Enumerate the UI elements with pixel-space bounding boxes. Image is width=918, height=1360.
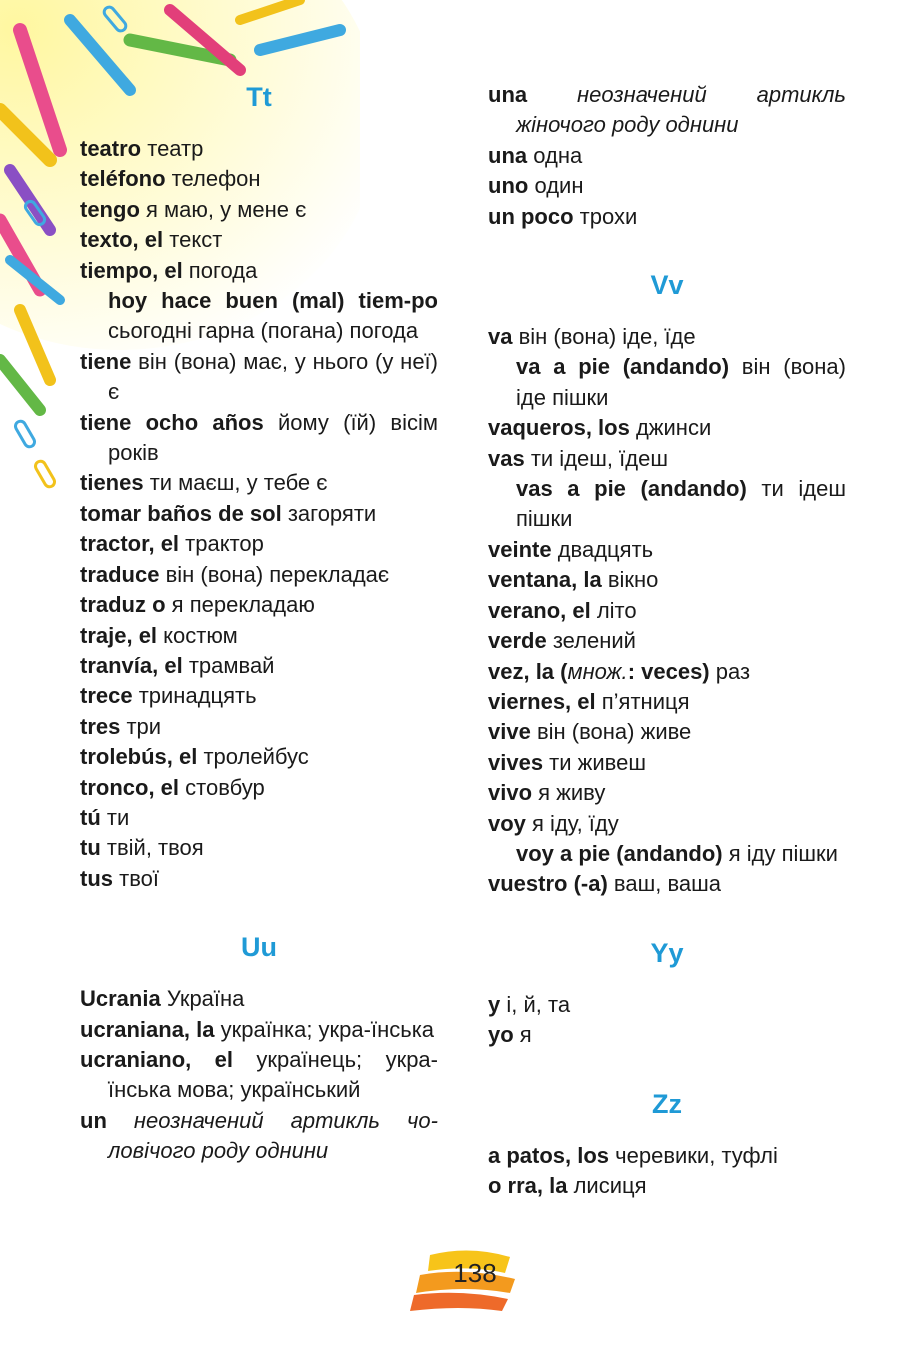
dictionary-entry [80, 590, 438, 620]
dictionary-entry [488, 1020, 846, 1050]
dictionary-entry [80, 1045, 438, 1106]
section-letter: Uu [241, 932, 277, 963]
headword: tomar baños de sol [80, 500, 282, 526]
dictionary-entry [80, 773, 438, 803]
dictionary-entry [488, 80, 846, 141]
sub-entry [488, 352, 846, 413]
translation: текст [163, 227, 223, 253]
dictionary-entry [80, 256, 438, 286]
dictionary-entry [488, 413, 846, 443]
translation: твої [113, 865, 159, 891]
dictionary-entry [488, 1171, 846, 1201]
dictionary-entry [488, 141, 846, 171]
headword: y [488, 991, 501, 1017]
headword: yo [488, 1022, 514, 1048]
headword: ucraniano, el [80, 1046, 233, 1072]
dictionary-entry [488, 717, 846, 747]
dictionary-entry [80, 651, 438, 681]
headword: uno [488, 173, 529, 199]
translation: ти [100, 804, 130, 830]
dictionary-entry [488, 596, 846, 626]
dictionary-entry [80, 681, 438, 711]
translation: я маю, у мене є [139, 196, 307, 222]
headword: vaqueros, los [488, 415, 630, 441]
dictionary-entry [488, 809, 846, 839]
section-letter: Yy [650, 937, 684, 968]
dictionary-entry [488, 535, 846, 565]
sub-entry [80, 286, 438, 347]
headword: o rra, la [488, 1172, 568, 1198]
dictionary-entry [488, 171, 846, 201]
dictionary-entry [488, 565, 846, 595]
headword: un [80, 1107, 107, 1133]
headword: veinte [488, 536, 552, 562]
translation: лисиця [567, 1172, 647, 1198]
dictionary-entry [80, 712, 438, 742]
dictionary-entry [488, 444, 846, 474]
headword: texto, el [80, 227, 164, 253]
dictionary-entry [488, 869, 846, 899]
dictionary-entry [80, 833, 438, 863]
example-phrase: va a pie (andando) [516, 354, 730, 380]
dictionary-entry [80, 468, 438, 498]
grammar-note: множ. [567, 658, 628, 684]
grammar-note: неозначений артикль чо-ловічого роду однини [106, 1107, 438, 1164]
headword: tiempo, el [80, 257, 183, 283]
translation: ти живеш [543, 749, 646, 775]
headword: tranvía, el [80, 652, 183, 678]
translation: українка; укра-їнська [214, 1016, 435, 1042]
dictionary-entry [80, 742, 438, 772]
translation: літо [590, 597, 637, 623]
translation: вікно [601, 567, 659, 593]
section-letter: Zz [652, 1088, 682, 1119]
headword: vives [488, 749, 544, 775]
translation: Україна [160, 986, 245, 1012]
translation: одна [527, 142, 583, 168]
translation: трактор [179, 531, 264, 557]
headword: trolebús, el [80, 744, 198, 770]
left-column [80, 80, 438, 1167]
headword: tengo [80, 196, 140, 222]
dictionary-entry [80, 864, 438, 894]
page-number: 138 [453, 1258, 497, 1288]
headword: verano, el [488, 597, 591, 623]
translation: він (вона) живе [530, 719, 692, 745]
translation: він (вона) перекладає [159, 561, 390, 587]
translation: телефон [165, 166, 261, 192]
translation: йому (їй) вісім років [108, 409, 438, 466]
translation: театр [141, 136, 204, 161]
dictionary-entry [80, 408, 438, 469]
translation: джинси [629, 415, 712, 441]
headword: viernes, el [488, 688, 596, 714]
dictionary-entry [80, 984, 438, 1014]
translation: один [528, 173, 584, 199]
headword: tú [80, 804, 101, 830]
dictionary-entry [80, 164, 438, 194]
dictionary-entry [488, 657, 846, 687]
translation: він (вона) має, у нього (у неї) є [108, 348, 438, 405]
headword: teatro [80, 136, 142, 161]
dictionary-entry [80, 1106, 438, 1167]
headword: teléfono [80, 166, 166, 192]
dictionary-entry [80, 195, 438, 225]
dictionary-entry [80, 225, 438, 255]
headword: vivo [488, 780, 533, 806]
translation: я іду, їду [525, 810, 619, 836]
translation: двадцять [551, 536, 654, 562]
headword-continuation: : veces) [627, 658, 710, 684]
headword: traje, el [80, 622, 158, 648]
headword: ventana, la [488, 567, 602, 593]
translation: я [513, 1022, 532, 1048]
headword: trece [80, 683, 133, 709]
translation: стовбур [179, 774, 265, 800]
sub-entry [488, 839, 846, 869]
translation: українець; укра-їнська мова; український [108, 1046, 438, 1103]
headword: tienes [80, 470, 144, 496]
headword: a patos, los [488, 1142, 610, 1168]
dictionary-entry [488, 778, 846, 808]
headword: traduce [80, 561, 160, 587]
grammar-note: неозначений артикль жіночого роду однини [516, 82, 846, 138]
sub-entry [488, 474, 846, 535]
translation: я іду пішки [722, 840, 838, 866]
example-phrase: hoy hace buen (mal) tiem-po [108, 288, 438, 314]
translation: п’ятниця [595, 688, 690, 714]
translation: загоряти [281, 500, 377, 526]
translation: погода [182, 257, 258, 283]
dictionary-entry [80, 347, 438, 408]
headword: un poco [488, 203, 574, 229]
dictionary-entry [80, 621, 438, 651]
headword: voy [488, 810, 526, 836]
dictionary-entry [488, 990, 846, 1020]
translation: зелений [546, 628, 636, 654]
dictionary-entry [80, 499, 438, 529]
right-column [488, 80, 846, 1201]
translation: трамвай [182, 652, 275, 678]
headword: traduz o [80, 592, 166, 618]
translation: я живу [532, 780, 606, 806]
headword: vas [488, 445, 525, 471]
headword: una [488, 82, 528, 107]
translation: трохи [573, 203, 638, 229]
section-letter: Vv [650, 270, 684, 301]
translation: раз [709, 658, 751, 684]
headword: ucraniana, la [80, 1016, 215, 1042]
headword: va [488, 324, 513, 350]
headword: vez, la ( [488, 658, 568, 684]
translation: ти ідеш, їдеш [524, 445, 668, 471]
translation: ти ідеш пішки [516, 476, 846, 532]
translation: він (вона) іде, їде [512, 324, 696, 350]
headword: tronco, el [80, 774, 180, 800]
dictionary-entry [488, 322, 846, 352]
translation: я перекладаю [165, 592, 315, 618]
headword: tiene [80, 348, 132, 374]
headword: tres [80, 713, 121, 739]
headword: vive [488, 719, 531, 745]
headword: vuestro (-a) [488, 871, 608, 897]
translation: і, й, та [500, 991, 571, 1017]
translation: сьогодні гарна (погана) погода [108, 318, 419, 344]
section-letter: Tt [246, 82, 272, 112]
dictionary-entry [80, 1015, 438, 1045]
dictionary-entry [488, 626, 846, 656]
headword: una [488, 142, 528, 168]
headword: Ucrania [80, 986, 161, 1012]
dictionary-entry [80, 560, 438, 590]
translation: тролейбус [197, 744, 309, 770]
dictionary-entry [80, 529, 438, 559]
headword: tu [80, 835, 101, 861]
translation: він (вона) іде пішки [516, 354, 846, 410]
translation: тринадцять [132, 683, 257, 709]
headword: tiene ocho años [80, 409, 264, 435]
translation: ваш, ваша [607, 871, 722, 897]
dictionary-entry [488, 687, 846, 717]
dictionary-entry [80, 803, 438, 833]
example-phrase: voy a pie (andando) [516, 840, 723, 866]
translation: ти маєш, у тебе є [143, 470, 328, 496]
headword: verde [488, 628, 547, 654]
dictionary-entry [488, 748, 846, 778]
translation: три [120, 713, 162, 739]
dictionary-entry [488, 1141, 846, 1171]
headword: tractor, el [80, 531, 180, 557]
headword: tus [80, 865, 113, 891]
dictionary-entry [488, 202, 846, 232]
translation: черевики, туфлі [609, 1142, 778, 1168]
dictionary-entry [80, 134, 438, 164]
translation: твій, твоя [100, 835, 204, 861]
example-phrase: vas a pie (andando) [516, 476, 747, 502]
translation: костюм [157, 622, 238, 648]
